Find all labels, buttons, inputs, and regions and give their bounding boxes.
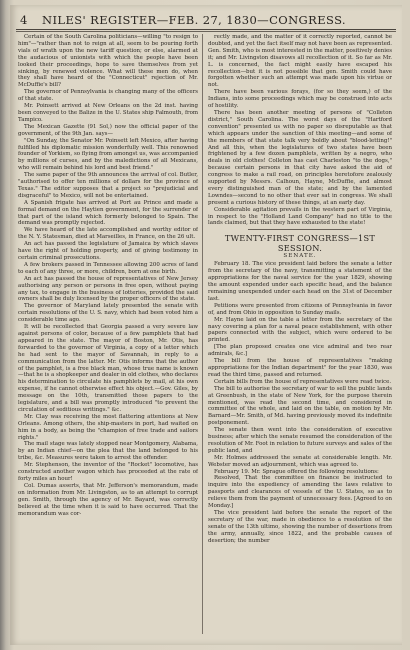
paragraph: Mr. Hayne laid on the table a letter from the secretary of the navy covering a plan for a naval peace establishment, with other papers connected with the subject, which were ordered to be printed. xyxy=(208,316,392,344)
newspaper-page xyxy=(10,5,402,645)
paragraph: Certain of the South Carolina politicians—willing "to resign to him"—"rather than not to reign at all, seem to be pouring forth vials of wrath upon the new tariff question; or else, alarmed at the audacious of unionists with which the people have been looked their proceedings, hope to save themselves from yet sinking, by renewed violence. What will these men do, when they shall have heard of the "Connecticut" rejection of Mr. McDuffie's bill? xyxy=(18,34,198,89)
header-rule xyxy=(16,29,396,30)
page-header xyxy=(18,13,394,27)
paragraph: Resolved, That the committee on finance be instructed to inquire into the expediency of amending the laws relative to passports and clearances of vessels of the U. States, so as to relieve them from the payment of unnecessary fees. [Agreed to on Monday.] xyxy=(208,475,392,510)
section-title: TWENTY-FIRST CONGRESS—1ST SESSION. xyxy=(224,233,376,254)
paragraph: Petitions were presented from citizens of Pennsylvania in favor of, and from Ohio in opposition to Sunday mails. xyxy=(208,302,392,316)
paragraph: The governor of Maryland lately presented the senate with certain resolutions of the U. S. navy, which had been voted him a considerable time ago. xyxy=(18,303,198,324)
paragraph: There has been another meeting of persons of "Colleton district," South Carolina. The worst days of the "Hartford convention" presented us with no paper so disreputable as that which appears under the sanction of this meeting—and some of the members of that state talk very boldly about "blood-letting!" And all this, when the legislatures of two states have been frightened by a few dozen pamphlets, written by a negro, who deals in old clothes! Colleton has cast Charleston "to the dogs," because certain persons in that city have asked the aid of congress to make a rail road, on principles heretofore zealously supported by Messrs. Calhoun, Hayne, McDuffie, and almost every distinguished man of the state; and by the lamented Lowndes—second to no other that ever sat in congress. We shall present a curious history of these things, at an early day. xyxy=(208,109,392,206)
paragraph: The Mexican Gazette (91 Sol,) now the official paper of the government, of the 9th Jan. says— xyxy=(18,123,198,137)
paragraph: The governor of Pennsylvania is changing many of the officers of that state. xyxy=(18,89,198,103)
paragraph: The vice president laid before the senate the report of the secretary of the war, made in obedience to a resolution of the senate of the 13th ultimo, showing the number of desertions from the army, annually, since 1822, and the probable causes of desertion; the number xyxy=(208,510,392,544)
paragraph: It will be recollected that Georgia passed a very severe law against persons of color, because of a few pamphlets that had appeared in the state. The mayor of Boston, Mr. Otis, has forwarded to the governor of Virginia, a copy of a letter which he had sent to the mayor of Savannah, in reply to a communication from the latter. Mr. Otis informs that the author of the pamphlet, is a free black man, whose true name is known—that he is a shopkeeper and dealer in old clothes, who declares his determination to circulate his pamphlets by mail, at his own expense, if he cannot otherwise effect his object.—Gov. Giles, by message on the 10th, transmitted those papers to the legislature, and a bill was promptly introduced "to prevent the circulation of seditious writings." &c. xyxy=(18,324,198,413)
header-rule-thin xyxy=(16,31,396,32)
paragraph: rectly made, and the matter of it correctly reported, cannot be doubted, and yet the fact itself may not have been as represented. Gen. Smith, who is most interested in the matter, positively denies it; and Mr. Livingston disavows all recollection of it. So far as Mr. L. is concerned, the fact might easily have escaped his recollection—but it is not possible that gen. Smith could have forgotten whether such an attempt was made upon his virtue or not. xyxy=(208,34,392,89)
paragraph: An act has passed the legislature of Jamaica by which slaves have the right of holding property, and of giving testimony in certain criminal prosecutions. xyxy=(18,241,198,261)
paragraph: Certain bills from the house of representatives were read twice. xyxy=(214,378,392,385)
paragraph: "On Sunday, the Senator Mr. Poinsett left Mexico, after having fulfilled his diplomatic mission wonderfully well. This renowned founder of Yorkism, so flying from amongst us, was accompanied by millions of curses, and by the maledictions of all Mexicans, who will remain behind his lord and best friend." xyxy=(18,137,198,172)
paragraph: We have heard of the late accomplished and worthy editor of the N. Y. Statesman, died at Marseilles, in France, on the 26 ult. xyxy=(18,227,198,241)
paragraph: Mr. Poinsett arrived at New Orleans on the 2d inst. having been conveyed to the Balize in the U. States ship Falmouth, from Tampico. xyxy=(18,103,198,123)
paragraph: The bill from the house of representatives "making appropriations for the Indian department" for the year 1830, was read the third time, passed and returned. xyxy=(208,358,392,378)
paragraph: The mail stage was lately stopped near Montgomery, Alabama, by an Indian chief—on the plea that the land belonged to his tribe, &c. Measures were taken to arrest the offender. xyxy=(18,441,198,462)
section-separator xyxy=(208,227,392,231)
paragraph: The bill to authorise the secretary of war to sell the public lands at Greenbush, in the state of New York, for the purpose therein mentioned, was read the second time, and considered in committee of the whole, and laid on the table, on motion by Mr. Barnard—Mr. Smith, of Md. having previously moved its indefinite postponement. xyxy=(208,385,392,427)
paragraph: The same paper of the 9th announces the arrival of col. Butler, "authorised to offer ten millions of dollars for the province of Texas." The editor supposes that a project so "prejudicial and disgraceful" to Mexico, will not be entertained. xyxy=(18,172,198,199)
running-title: NILES' REGISTER—FEB. 27, 1830—CONGRESS. xyxy=(42,13,346,27)
section-subtitle: SENATE. xyxy=(283,253,317,260)
left-column xyxy=(18,34,198,640)
paragraph: The senate then went into the consideration of executive business; after which the senate resumed the consideration of the resolution of Mr. Foot in relation to future surveys and sales of the public land, and xyxy=(208,427,392,454)
paragraph: A Spanish frigate has arrived at Port au Prince and made a formal demand on the Haytien government, for the surrender of that part of the island which formerly belonged to Spain. The demand was promptly rejected. xyxy=(18,199,198,227)
paragraph: February 19. Mr. Sprague offered the following resolutions: xyxy=(214,468,379,475)
paragraph: An act has passed the house of representatives of New Jersey authorising any person or persons in free open, without paying any tax, to engage in the business of lotteries, provided the said owners shall be duly licensed by the proper officers of the state. xyxy=(18,275,198,303)
paragraph: Mr. Clay was receiving the most flattering attentions at New Orleans. Among others, the ship-masters in port, had waited on him in a body, as being the "champion of free trade and sailors rights." xyxy=(18,413,198,441)
page-number: 4 xyxy=(20,13,28,27)
paragraph: Col. Dumas asserts, that Mr. Jefferson's memorandum, made on information from Mr. Livingston, as to an attempt to corrupt gen. Smith, through the agency of Mr. Bayard, was correctly believed at the time when it is said to have occurred. That the memorandum was cor- xyxy=(18,482,198,517)
paragraph: Mr. Holmes addressed the senate at considerable length. Mr. Webster moved an adjournment, which was agreed to. xyxy=(208,454,392,468)
paragraph: Mr. Stephenson, the inventor of the "Rocket" locomotive, has constructed another wagon which has proceeded at the rate of forty miles an hour! xyxy=(18,462,198,482)
right-column xyxy=(208,34,392,640)
paragraph: February 18. The vice president laid before the senate a letter from the secretary of the navy, transmitting a statement of the appropriations for the naval service for the year 1829, showing the amount expended under each specific head, and the balance remaining unexpended under each head on the 31st of December last. xyxy=(208,261,392,302)
paragraph: A few brokers passed in Tennessee allowing 200 acres of land to each of any three, or more, children, born at one birth. xyxy=(18,261,198,275)
paragraph: [The plan proposed creates one vice admiral and two rear admirals, &c.] xyxy=(208,344,392,358)
column-divider xyxy=(202,34,203,634)
paragraph: There have been various forays, (for so they seem,) of the Indians, into some proceedings which may be construed into acts of hostility. xyxy=(208,89,392,110)
paragraph: Considerable agitation prevails in the western part of Virginia, in respect to the "Holland Land Company" had no title to the lands claimed, but that they have exhausted to the state! xyxy=(208,206,392,227)
